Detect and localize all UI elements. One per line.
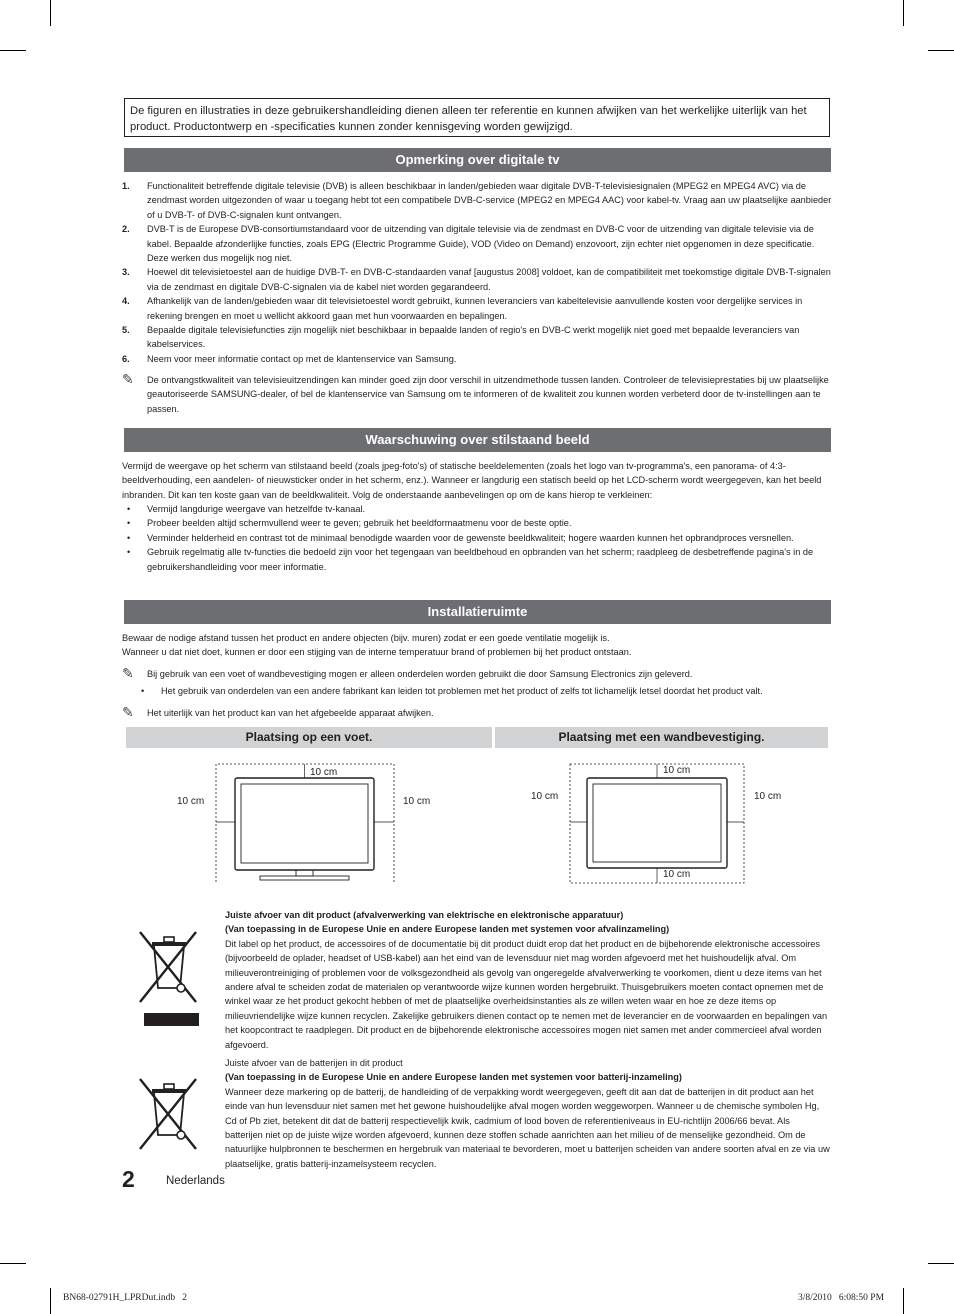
wall-left-dimension: 10 cm [531, 791, 559, 802]
stand-placement-label: Plaatsing op een voet. [126, 727, 492, 748]
crop-mark [50, 0, 51, 26]
list-item: • Vermijd langdurige weergave van hetzelfde tv-kanaal. [122, 502, 832, 516]
section-title-still-image: Waarschuwing over stilstaand beeld [124, 428, 831, 452]
crop-mark [928, 1263, 954, 1264]
pencil-note-icon: ✎ [122, 371, 134, 387]
list-item: • Gebruik regelmatig alle tv-functies die bedoeld zijn voor het tegengaan van beeldbehoud en opbranden van het scherm; raadpleeg de desbetreffende pagina's in de gebruikershandleiding voor meer informatie. [122, 545, 832, 574]
battery-body: Wanneer deze markering op de batterij, de handleiding of de verpakking wordt weergegeven, geeft dit aan dat de batterijen in dit product aan het einde van hun levensduur niet samen met het gewone huishoudelijke afval mogen worden weggeworpen. Wanneer u de chemische symbolen Hg, Cd of Pb ziet, betekent dit dat de batterij respectievelijk kwik, cadmium of lood boven de referentieniveaus in EU-richtlijn 2006/66 bevat. Als batterijen niet op de juiste wijze worden afgevoerd, kunnen deze stoffen schade aanrichten aan het milieu of de menselijke gezondheid. Om de natuurlijke hulpbronnen te beschermen en hergebruik van materiaal te bevorderen, moet u batterijen scheiden van andere soorten afval en ze via uw plaatselijke, gratis batterij-inzamelsysteem recyclen. [225, 1086, 830, 1169]
list-item: 3. Hoewel dit televisietoestel aan de huidige DVB-T- en DVB-C-standaarden vanaf [augustus 2008] voldoet, kan de compatibiliteit met toekomstige digitale DVB-T-signalen via de zendmast en digitale DVB-C-signalen via de kabel niet worden gegarandeerd. [122, 267, 831, 292]
crop-mark [928, 50, 954, 51]
crop-mark [50, 1288, 51, 1314]
wall-placement-label: Plaatsing met een wandbevestiging. [495, 727, 828, 748]
weee-text-block [225, 908, 830, 1052]
list-item: • Verminder helderheid en contrast tot de minimaal benodigde waarden voor de gewenste beeldkwaliteit; hogere waarden kunnen het opbrandproces versnellen. [122, 531, 832, 545]
list-item: 5. Bepaalde digitale televisiefuncties zijn mogelijk niet beschikbaar in bepaalde landen of regio's en DVB-C werkt mogelijk niet goed met bepaalde leveranciers van kabelservices. [122, 325, 800, 350]
wall-right-dimension: 10 cm [754, 791, 782, 802]
still-image-bullets [122, 502, 832, 574]
wall-bottom-dimension: 10 cm [663, 869, 691, 880]
wall-top-dimension: 10 cm [663, 765, 691, 776]
print-timestamp: 3/8/2010 6:08:50 PM [798, 1293, 885, 1303]
crop-mark [0, 1263, 26, 1264]
list-item: • Het gebruik van onderdelen van een andere fabrikant kan leiden tot problemen met het product of zelfs tot lichamelijk letsel doordat het product valt. [136, 684, 826, 698]
installation-intro-2: Wanneer u dat niet doet, kunnen er door een stijging van de interne temperatuur brand of problemen bij het product ontstaan. [122, 647, 632, 657]
crop-mark [903, 0, 904, 26]
digital-tv-list [122, 179, 832, 366]
list-item: 4. Afhankelijk van de landen/gebieden waar dit televisietoestel wordt gebruikt, kunnen leveranciers van kabeltelevisie aanvullende kosten voor dergelijke services in rekening brengen en moet u wellicht akkoord gaan met hun voorwaarden en bepalingen. [122, 296, 803, 321]
pencil-note-icon: ✎ [122, 704, 134, 720]
crossed-wheelie-bin-icon [138, 928, 202, 1028]
still-image-intro: Vermijd de weergave op het scherm van stilstaand beeld (zoals jpeg-foto's) of statische beeldelementen (zoals het logo van tv-programma's, een panorama- of 4:3-beeldverhouding, een aandelen- of nieuwsticker onder in het scherm, enz.). Wanneer er langdurig een statisch beeld op het LCD-scherm wordt weergegeven, kan het beeld inbranden. Dit kan ten koste gaan van de beeldkwaliteit. Volg de onderstaande aanbevelingen op om de kans hierop te verkleinen: [122, 461, 822, 500]
list-item: 1. Functionaliteit betreffende digitale televisie (DVB) is alleen beschikbaar in landen/gebieden waar digitale DVB-T-televisiesignalen (MPEG2 en MPEG4 AVC) via de zendmast worden uitgezonden of waar u toegang hebt tot een compatibele DVB-C-service (MPEG2 en MPEG4 AAC) voor kabel-tv. Vraag aan uw plaatselijke aanbieder of u DVB-T- of DVB-C-signalen kunt ontvangen. [122, 181, 832, 220]
tv-stand-diagram [210, 760, 410, 885]
stand-left-dimension: 10 cm [177, 796, 205, 807]
tv-wall-diagram [565, 760, 750, 890]
weee-heading: Juiste afvoer van dit product (afvalverwerking van elektrische en elektronische apparatuur) [225, 910, 624, 920]
crop-mark [0, 50, 26, 51]
print-file-name: BN68-02791H_LPRDut.indb 2 [63, 1293, 188, 1303]
pencil-note-icon: ✎ [122, 665, 134, 681]
crop-mark [903, 1288, 904, 1314]
stand-top-dimension: 10 cm [310, 767, 338, 778]
disclaimer-box: De figuren en illustraties in deze gebruikershandleiding dienen alleen ter referentie en kunnen afwijken van het werkelijke uiterlijk van het product. Productontwerp en -specificaties kunnen zonder kennisgeving worden gewijzigd. [124, 98, 830, 137]
stand-right-dimension: 10 cm [403, 796, 431, 807]
page-language: Nederlands [166, 1175, 225, 1187]
battery-text-block [225, 1056, 830, 1171]
note-reception: ✎ De ontvangstkwaliteit van televisieuitzendingen kan minder goed zijn door verschil in uitzendmethode tussen landen. Controleer de televisieprestaties bij uw plaatselijke geautoriseerde SAMSUNG-dealer, of bel de klantenservice van Samsung om te informeren of de kwaliteit zou kunnen worden verbeterd door de tv-instellingen aan te passen. [122, 371, 829, 414]
list-item: 6. Neem voor meer informatie contact op met de klantenservice van Samsung. [122, 353, 457, 364]
section-title-installation: Installatieruimte [124, 600, 831, 624]
section-title-digital-tv: Opmerking over digitale tv [124, 148, 831, 172]
battery-heading: Juiste afvoer van de batterijen in dit product [225, 1058, 403, 1068]
weee-body: Dit label op het product, de accessoires of de documentatie bij dit product duidt erop dat het product en de bijbehorende elektronische accessoires (bijvoorbeeld de oplader, headset of USB-kabel) aan het eind van de levensduur niet mag worden afgevoerd met het huishoudelijk afval. Om milieuverontreiniging of problemen voor de volksgezondheid als gevolg van ongeregelde afvalverwerking te voorkomen, dient u deze items van het andere afval te scheiden zodat de materialen op verantwoorde wijze kunnen worden hergebruikt. Thuisgebruikers moeten contact opnemen met de winkel waar ze het product gekocht hebben of met de plaatselijke overheidsinstanties als ze willen weten waar en hoe ze deze items op milieuvriendelijke wijze kunnen recyclen. Zakelijke gebruikers dienen contact op te nemen met de leverancier en de voorwaarden en bepalingen van het koopcontract te raadplegen. Dit product en de bijbehorende elektronische accessoires mogen niet samen met ander commercieel afval worden afgevoerd. [225, 938, 828, 1050]
note-parts: ✎ Bij gebruik van een voet of wandbevestiging mogen er alleen onderdelen worden gebruikt die door Samsung Electronics zijn geleverd. [122, 665, 693, 681]
crossed-battery-bin-icon [138, 1075, 202, 1155]
note-appearance: ✎ Het uiterlijk van het product kan van het afgebeelde apparaat afwijken. [122, 704, 434, 720]
installation-bullets [136, 684, 826, 698]
list-item: 2. DVB-T is de Europese DVB-consortiumstandaard voor de uitzending van digitale televisie via de zendmast en DVB-C voor de uitzending van digitale televisie via de kabel. Bepaalde afzonderlijke functies, zoals EPG (Electric Programme Guide), VOD (Video on Demand) enzovoort, zijn echter niet opgenomen in deze specificatie. Deze werken dus mogelijk nog niet. [122, 224, 815, 264]
installation-intro-1: Bewaar de nodige afstand tussen het product en andere objecten (bijv. muren) zodat er een goede ventilatie mogelijk is. [122, 633, 610, 643]
battery-subheading: (Van toepassing in de Europese Unie en andere Europese landen met systemen voor batterij-inzameling) [225, 1072, 682, 1083]
weee-subheading: (Van toepassing in de Europese Unie en andere Europese landen met systemen voor afvalinzameling) [225, 924, 670, 935]
list-item: • Probeer beelden altijd schermvullend weer te geven; gebruik het beeldformaatmenu voor de beste optie. [122, 516, 832, 530]
page-number: 2 [122, 1166, 135, 1192]
